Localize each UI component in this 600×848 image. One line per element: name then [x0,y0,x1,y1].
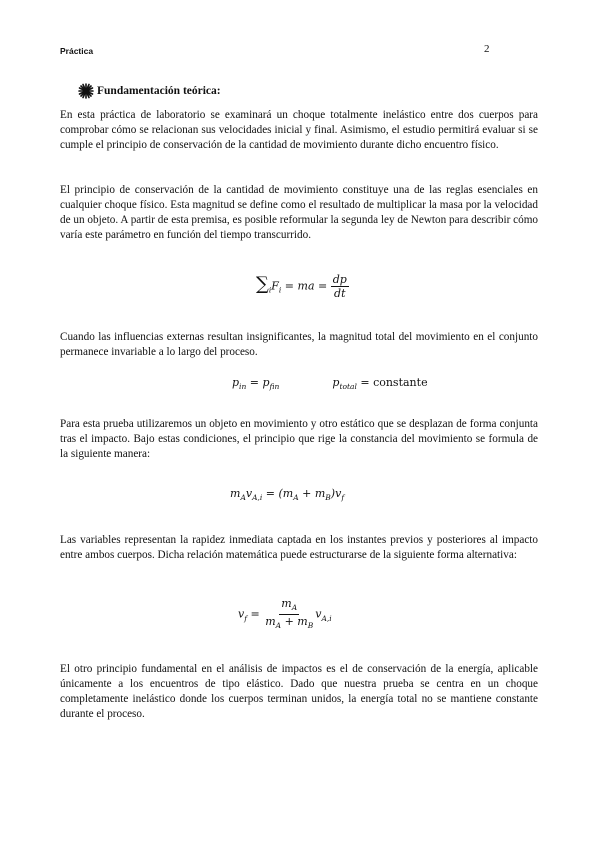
derivative-numerator: dp [332,273,347,286]
paragraph-2: El principio de conservación de la cantidad de movimiento constituye una de las reglas esenciales en cualquier choque físico. Esta magnitud se define como el resultado de multiplicar la masa por la velocidad de un objeto. A partir de esta premisa, es posible reformular la segunda ley de Newton para describir cómo varía este parámetro en función del tiempo transcurrido. [60,184,538,241]
num-mass-sub: A [291,603,298,613]
paragraph-6: El otro principio fundamental en el análisis de impactos es el de conservación de la energía, aplicable únicamente a los encuentros de tipo elástico. Dado que nuestra prueba se centra en un choque completamente inelástico donde los cuerpos terminan unidos, la energía total no se mantiene constante durante el proceso. [60,663,538,720]
p-final-sub: fin [269,382,280,392]
p-initial: p [232,376,240,389]
equation-final-velocity [238,597,332,632]
acceleration-term: a [307,279,315,293]
force-symbol: F [271,279,279,293]
num-mass: m [281,597,292,610]
mass-a-sub: A [240,493,246,503]
equals-sign: = [246,376,263,389]
sum-index: i [268,285,272,295]
derivative-fraction [331,273,349,300]
star-burst-icon [78,83,94,99]
sum-symbol: ∑ [256,273,269,295]
paragraph-1: En esta práctica de laboratorio se examinará un choque totalmente inelástico entre dos cuerpos para comprobar cómo se relacionan sus velocidades inicial y final. Asimismo, el estudio permitirá evaluar si se cumple el principio de conservación de la cantidad de movimiento durante dicho encuentro físico. [60,109,538,151]
paragraph-5: Las variables representan la rapidez inmediata captada en los instantes previos y posteriores al impacto entre ambos cuerpos. Dicha relación matemática puede estructurarse de la siguiente forma alternativa: [60,534,538,561]
section-title: Fundamentación teórica: [97,85,221,97]
section-heading [78,83,221,99]
rhs-open: = (m [262,487,294,500]
velocity-a-initial: v [245,487,253,500]
equation-inelastic-collision [230,487,344,502]
velocity-final-sub: f [341,493,345,503]
velocity-a-initial-sub: A,i [252,493,263,503]
equation-momentum-conservation [232,376,428,391]
force-subscript: i [278,285,282,295]
p-total-sub: total [339,382,357,392]
den-mass-b-sub: B [307,621,314,631]
mass-a: m [230,487,241,500]
velocity-a-initial: v [315,607,322,621]
derivative-denominator: dt [334,287,346,300]
p-initial-sub: in [239,382,247,392]
den-mass-a: m [265,615,276,629]
velocity-final-sub: f [244,613,247,623]
rhs-plus: + m [298,487,326,500]
equals-sign: = [247,607,264,621]
paragraph-4: Para esta prueba utilizaremos un objeto en movimiento y otro estático que se desplazan de forma conjunta tras el impacto. Bajo estas condiciones, el principio que rige la constancia del movimiento se formula de la siguiente manera: [60,418,538,460]
mass-ratio-numerator [279,597,299,615]
p-total: p [332,376,340,389]
page-number: 2 [484,43,490,55]
constant-term: = constante [356,376,428,389]
mass-ratio-fraction [263,597,315,632]
mass-term: = m [281,279,308,293]
den-mass-a-sub: A [275,621,282,631]
p-final: p [262,376,270,389]
equation-newton-second-law [256,273,349,300]
rhs-mass-a-sub: A [293,493,299,503]
den-plus: + m [281,615,308,629]
header-left: Práctica [60,46,94,56]
paragraph-3: Cuando las influencias externas resultan insignificantes, la magnitud total del movimiento en el conjunto permanece invariable a lo largo del proceso. [60,331,538,358]
equals-sign: = [314,279,331,293]
velocity-a-initial-sub: A,i [321,613,332,623]
rhs-close: )v [330,487,342,500]
mass-ratio-denominator [263,615,315,632]
rhs-mass-b-sub: B [325,493,331,503]
velocity-final: v [238,607,245,621]
